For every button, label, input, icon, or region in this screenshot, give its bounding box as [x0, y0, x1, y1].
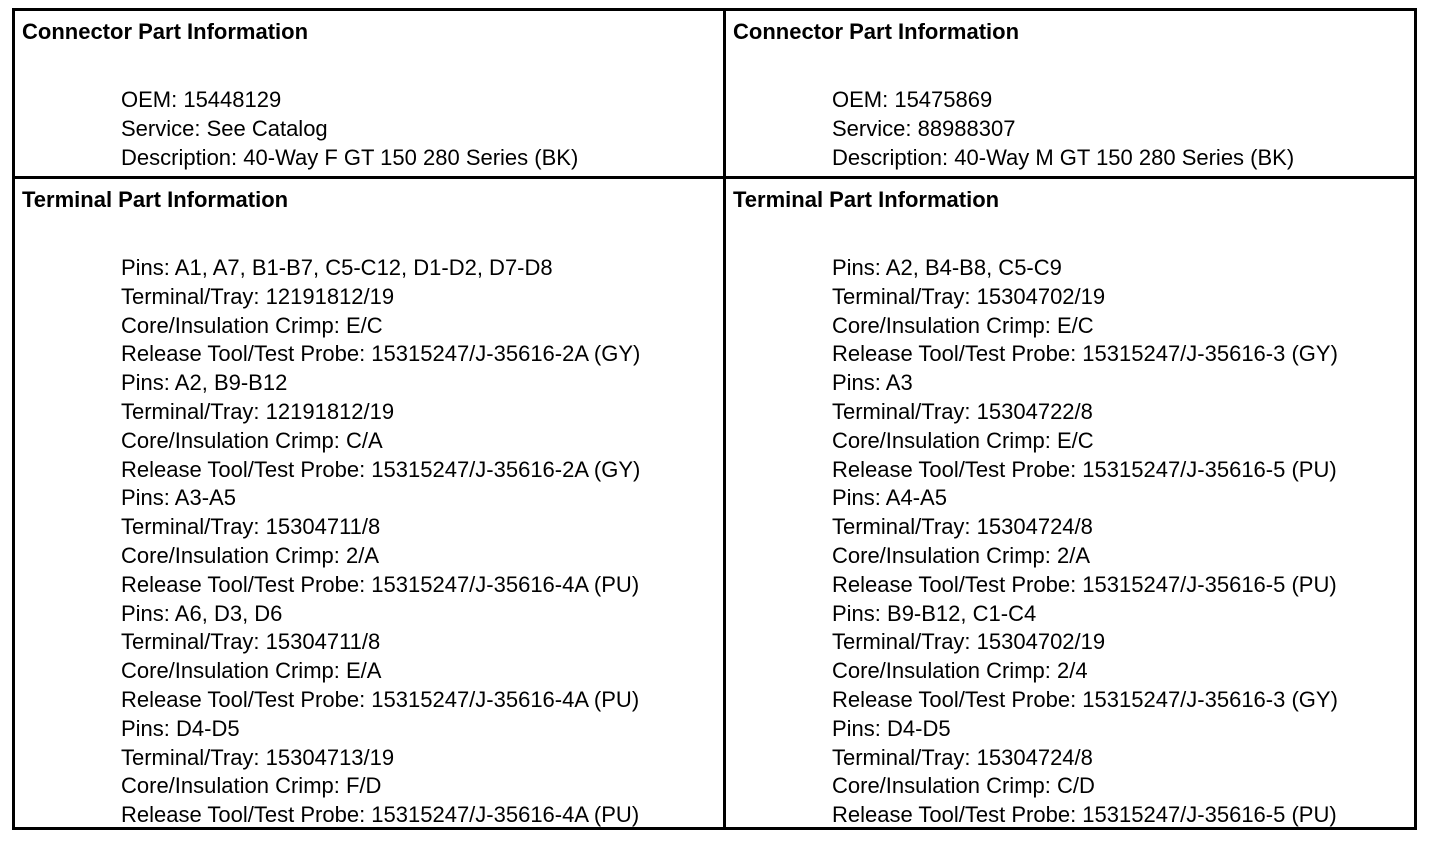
left-terminal-line: Core/Insulation Crimp: C/A: [121, 427, 383, 453]
left-terminal-line: Core/Insulation Crimp: E/C: [121, 312, 383, 338]
left-connector-cell: [15, 11, 726, 179]
left-terminal-details: [121, 254, 640, 827]
right-terminal-line: Release Tool/Test Probe: 15315247/J-35616-5 (PU): [832, 571, 1337, 597]
right-terminal-line: Core/Insulation Crimp: C/D: [832, 773, 1095, 799]
left-connector-heading: Connector Part Information: [22, 19, 309, 44]
left-terminal-line: Pins: D4-D5: [121, 715, 240, 741]
right-terminal-line: Pins: A2, B4-B8, C5-C9: [832, 255, 1062, 280]
left-connector-service: Service: See Catalog: [121, 115, 328, 141]
left-terminal-line: Terminal/Tray: 15304711/8: [121, 629, 381, 655]
right-terminal-line: Terminal/Tray: 15304702/19: [832, 283, 1106, 309]
right-terminal-heading: Terminal Part Information: [733, 187, 1000, 212]
right-terminal-line: Terminal/Tray: 15304724/8: [832, 514, 1093, 540]
left-terminal-heading: Terminal Part Information: [22, 187, 289, 212]
right-terminal-line: Terminal/Tray: 15304722/8: [832, 398, 1093, 424]
right-terminal-line: Terminal/Tray: 15304724/8: [832, 744, 1093, 770]
right-terminal-line: Release Tool/Test Probe: 15315247/J-35616-5 (PU): [832, 456, 1337, 482]
right-terminal-line: Core/Insulation Crimp: 2/A: [832, 542, 1090, 568]
left-terminal-line: Release Tool/Test Probe: 15315247/J-35616-2A (GY): [121, 456, 641, 482]
right-terminal-details: [832, 254, 1338, 827]
right-connector-heading: Connector Part Information: [733, 19, 1020, 44]
left-terminal-line: Core/Insulation Crimp: F/D: [121, 773, 382, 799]
left-terminal-line: Terminal/Tray: 12191812/19: [121, 283, 395, 309]
left-terminal-line: Release Tool/Test Probe: 15315247/J-35616-4A (PU): [121, 571, 640, 597]
left-terminal-line: Core/Insulation Crimp: E/A: [121, 658, 382, 684]
right-terminal-line: Release Tool/Test Probe: 15315247/J-35616-3 (GY): [832, 341, 1338, 367]
left-terminal-line: Pins: A3-A5: [121, 485, 236, 511]
left-terminal-line: Pins: A2, B9-B12: [121, 370, 288, 396]
part-info-table: [12, 8, 1417, 830]
left-terminal-cell: [15, 179, 726, 827]
right-terminal-cell: [726, 179, 1414, 827]
right-terminal-line: Core/Insulation Crimp: E/C: [832, 312, 1094, 338]
right-connector-cell: [726, 11, 1414, 179]
right-terminal-line: Pins: B9-B12, C1-C4: [832, 600, 1037, 626]
left-connector-details: [121, 86, 578, 172]
left-terminal-line: Pins: A1, A7, B1-B7, C5-C12, D1-D2, D7-D8: [121, 255, 553, 280]
right-terminal-line: Core/Insulation Crimp: E/C: [832, 427, 1094, 453]
left-terminal-line: Core/Insulation Crimp: 2/A: [121, 542, 379, 568]
left-terminal-line: Terminal/Tray: 12191812/19: [121, 398, 395, 424]
left-terminal-line: Release Tool/Test Probe: 15315247/J-35616-4A (PU): [121, 802, 640, 827]
right-terminal-line: Pins: D4-D5: [832, 715, 951, 741]
right-terminal-line: Pins: A4-A5: [832, 485, 947, 511]
left-terminal-line: Terminal/Tray: 15304713/19: [121, 744, 395, 770]
right-connector-details: [832, 86, 1294, 172]
right-terminal-line: Release Tool/Test Probe: 15315247/J-35616-3 (GY): [832, 686, 1338, 712]
right-terminal-line: Core/Insulation Crimp: 2/4: [832, 658, 1088, 684]
left-terminal-line: Release Tool/Test Probe: 15315247/J-35616-4A (PU): [121, 686, 640, 712]
right-connector-oem: OEM: 15475869: [832, 87, 993, 112]
right-terminal-line: Pins: A3: [832, 370, 913, 396]
right-terminal-line: Release Tool/Test Probe: 15315247/J-35616-5 (PU): [832, 802, 1337, 827]
left-terminal-line: Terminal/Tray: 15304711/8: [121, 514, 381, 540]
left-connector-description: Description: 40-Way F GT 150 280 Series (BK): [121, 144, 579, 170]
left-terminal-line: Release Tool/Test Probe: 15315247/J-35616-2A (GY): [121, 341, 641, 367]
right-connector-description: Description: 40-Way M GT 150 280 Series (BK): [832, 144, 1295, 170]
left-connector-oem: OEM: 15448129: [121, 87, 282, 112]
right-terminal-line: Terminal/Tray: 15304702/19: [832, 629, 1106, 655]
left-terminal-line: Pins: A6, D3, D6: [121, 600, 283, 626]
right-connector-service: Service: 88988307: [832, 115, 1016, 141]
